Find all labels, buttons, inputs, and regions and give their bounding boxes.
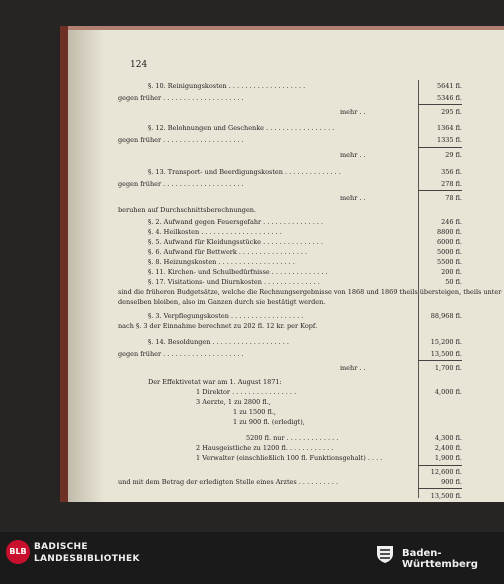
ledger-line-text: 1 zu 900 fl. (erledigt), <box>233 418 305 426</box>
ledger-line-text: 1 Direktor . . . . . . . . . . . . . . . . <box>196 388 297 396</box>
ledger-line-text: gegen früher . . . . . . . . . . . . . . . . . . . . <box>118 136 244 144</box>
ledger-line-text: 1 zu 1500 fl., <box>233 408 276 416</box>
ledger-line-text: §. 8. Heizungskosten . . . . . . . . . . . . . . . . . . . <box>148 258 295 266</box>
ledger-line-text: gegen früher . . . . . . . . . . . . . . . . . . . . <box>118 350 244 358</box>
ledger-line-text: §. 2. Aufwand gegen Feuersgefahr . . . . . . . . . . . . . . . <box>148 218 324 226</box>
ledger-line-text: mehr . . <box>340 194 366 202</box>
ledger-line-text: §. 11. Kirchen- und Schulbedürfnisse . . . . . . . . . . . . . . <box>148 268 328 276</box>
sum-rule <box>418 147 462 148</box>
ledger-line-amount: 295 fl. <box>441 108 462 116</box>
ledger-line-text: 5200 fl. nur . . . . . . . . . . . . . <box>246 434 339 442</box>
page-number: 124 <box>130 60 148 70</box>
ledger-line-text: Der Effektivetat war am 1. August 1871: <box>148 378 282 386</box>
footer-bar <box>0 532 504 584</box>
ledger-line-amount: 50 fl. <box>445 278 462 286</box>
ledger-line-amount: 13,500 fl. <box>430 492 462 500</box>
ledger-line-amount: 356 fl. <box>441 168 462 176</box>
ledger-line-amount: 5000 fl. <box>436 248 462 256</box>
ledger-line-amount: 1,900 fl. <box>434 454 462 462</box>
ledger-line-amount: 900 fl. <box>441 478 462 486</box>
ledger-line-text: 1 Verwalter (einschließlich 100 fl. Funktionsgehalt) . . . . <box>196 454 383 462</box>
ledger-line-text: mehr . . <box>340 151 366 159</box>
blb-logo[interactable]: BLB <box>6 540 30 564</box>
ledger-line-text: sind die früheren Budgetsätze, welche die Rechnungsergebnisse von 1868 und 1869 theils übersteigen, theils unter <box>118 288 502 296</box>
ledger-line-text: nach §. 3 der Einnahme berechnet zu 202 fl. 12 kr. per Kopf. <box>118 322 318 330</box>
ledger-line-text: mehr . . <box>340 364 366 372</box>
ledger-line-amount: 13,500 fl. <box>430 350 462 358</box>
ledger-line-amount: 2,400 fl. <box>434 444 462 452</box>
ledger-line-amount: 29 fl. <box>445 151 462 159</box>
ledger-line-text: mehr . . <box>340 108 366 116</box>
ledger-line-amount: 12,600 fl. <box>430 468 462 476</box>
ledger-line-amount: 6000 fl. <box>436 238 462 246</box>
ledger-line-amount: 5346 fl. <box>436 94 462 102</box>
spine-shadow <box>68 30 104 502</box>
ledger-line-text: 2 Hausgeistliche zu 1200 fl. . . . . . . . . . . . <box>196 444 334 452</box>
ledger-line-amount: 246 fl. <box>441 218 462 226</box>
sum-rule <box>418 465 462 466</box>
ledger-line-amount: 5641 fl. <box>436 82 462 90</box>
bw-crest-icon <box>374 542 396 564</box>
ledger-line-text: §. 12. Belohnungen und Geschenke . . . . . . . . . . . . . . . . . <box>148 124 335 132</box>
ledger-line-amount: 1335 fl. <box>436 136 462 144</box>
ledger-line-text: und mit dem Betrag der erledigten Stelle eines Arztes . . . . . . . . . . <box>118 478 339 486</box>
sum-rule <box>418 190 462 191</box>
ledger-line-amount: 200 fl. <box>441 268 462 276</box>
ledger-line-text: §. 10. Reinigungskosten . . . . . . . . . . . . . . . . . . . <box>148 82 306 90</box>
state-name: Baden-Württemberg <box>402 548 478 570</box>
ledger-line-text: 3 Aerzte, 1 zu 2800 fl., <box>196 398 271 406</box>
sum-rule <box>418 360 462 361</box>
ledger-line-text: beruhen auf Durchschnittsberechnungen. <box>118 206 257 214</box>
ledger-line-text: §. 3. Verpflegungskosten . . . . . . . . . . . . . . . . . . <box>148 312 304 320</box>
ledger-line-amount: 1364 fl. <box>436 124 462 132</box>
ledger-line-amount: 1,700 fl. <box>434 364 462 372</box>
ledger-line-text: gegen früher . . . . . . . . . . . . . . . . . . . . <box>118 180 244 188</box>
ledger-line-text: denselben bleiben, also im Ganzen durch sie bestätigt werden. <box>118 298 326 306</box>
ledger-line-amount: 15,200 fl. <box>430 338 462 346</box>
ledger-line-amount: 278 fl. <box>441 180 462 188</box>
book-edge <box>60 26 68 502</box>
ledger-line-text: §. 4. Heilkosten . . . . . . . . . . . . . . . . . . . . <box>148 228 282 236</box>
ledger-line-text: §. 17. Visitations- und Diurnkosten . . . . . . . . . . . . . . <box>148 278 320 286</box>
library-name-line1: BADISCHE <box>34 542 88 552</box>
ledger-line-amount: 88,968 fl. <box>430 312 462 320</box>
ledger-line-text: §. 5. Aufwand für Kleidungsstücke . . . . . . . . . . . . . . . <box>148 238 323 246</box>
ledger-line-amount: 4,000 fl. <box>434 388 462 396</box>
library-name-line2: LANDESBIBLIOTHEK <box>34 554 140 564</box>
ledger-line-amount: 5500 fl. <box>436 258 462 266</box>
ledger-line-text: §. 13. Transport- und Beerdigungskosten . . . . . . . . . . . . . . <box>148 168 341 176</box>
sum-rule <box>418 488 462 489</box>
ledger-line-amount: 8800 fl. <box>436 228 462 236</box>
sum-rule <box>418 104 462 105</box>
ledger-line-text: §. 14. Besoldungen . . . . . . . . . . . . . . . . . . . <box>148 338 289 346</box>
ledger-line-text: gegen früher . . . . . . . . . . . . . . . . . . . . <box>118 94 244 102</box>
ledger-line-amount: 78 fl. <box>445 194 462 202</box>
ledger-line-amount: 4,300 fl. <box>434 434 462 442</box>
ledger-line-text: §. 6. Aufwand für Bettwerk . . . . . . . . . . . . . . . . . <box>148 248 308 256</box>
